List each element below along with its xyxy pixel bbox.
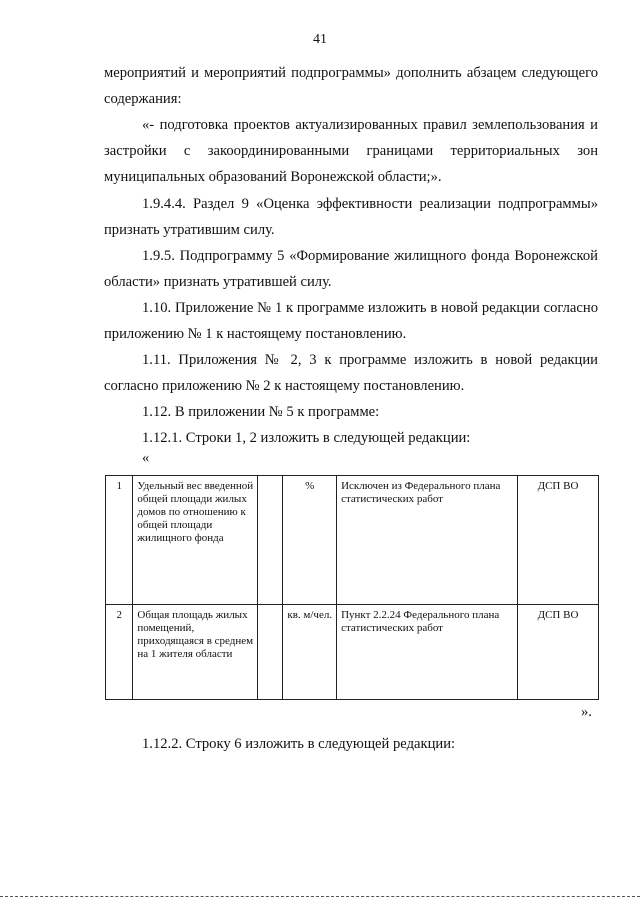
- paragraph-1-10: 1.10. Приложение № 1 к программе изложить в новой редакции согласно приложению № 1 к настоящему постановлению.: [104, 300, 598, 343]
- table-row: [106, 476, 599, 605]
- table-cell-responsible: ДСП ВО: [517, 605, 598, 700]
- paragraph-1-12-2: 1.12.2. Строку 6 изложить в следующей редакции:: [142, 736, 456, 752]
- paragraph-1-9-5: 1.9.5. Подпрограмму 5 «Формирование жилищного фонда Воронежской области» признать утратившей силу.: [104, 248, 598, 291]
- table-cell-responsible: ДСП ВО: [517, 476, 598, 605]
- table-cell-empty: [258, 476, 283, 605]
- page-number: 41: [313, 32, 327, 47]
- paragraph-1-12-1: 1.12.1. Строки 1, 2 изложить в следующей редакции:: [142, 430, 471, 446]
- indicator-table: [105, 475, 599, 700]
- table-cell-unit: %: [283, 476, 337, 605]
- paragraph-continuation: мероприятий и мероприятий подпрограммы» дополнить абзацем следующего содержания:: [104, 65, 598, 108]
- table-cell-empty: [258, 605, 283, 700]
- paragraph-quote-land-use: «- подготовка проектов актуализированных правил землепользования и застройки с закоординированными границами территориальных зон муниципальных образований Воронежской области;».: [104, 117, 598, 186]
- table-cell-num: 2: [106, 605, 133, 700]
- quote-open-mark: «: [142, 450, 150, 466]
- table-cell-num: 1: [106, 476, 133, 605]
- table-cell-name: Удельный вес введенной общей площади жилых домов по отношению к общей площади жилищного фонда: [133, 476, 258, 605]
- paragraph-1-12: 1.12. В приложении № 5 к программе:: [142, 404, 380, 420]
- table-cell-unit: кв. м/чел.: [283, 605, 337, 700]
- table-row: [106, 605, 599, 700]
- table-cell-source: Пункт 2.2.24 Федерального плана статистических работ: [337, 605, 518, 700]
- table-cell-name: Общая площадь жилых помещений, приходящаяся в среднем на 1 жителя области: [133, 605, 258, 700]
- paragraph-1-11: 1.11. Приложения № 2, 3 к программе изложить в новой редакции согласно приложению № 2 к настоящему постановлению.: [104, 352, 598, 395]
- table-cell-source: Исключен из Федерального плана статистических работ: [337, 476, 518, 605]
- page-bottom-edge: [0, 896, 640, 897]
- quote-close-mark: ».: [581, 704, 592, 720]
- paragraph-1-9-4-4: 1.9.4.4. Раздел 9 «Оценка эффективности реализации подпрограммы» признать утратившим силу.: [104, 196, 598, 239]
